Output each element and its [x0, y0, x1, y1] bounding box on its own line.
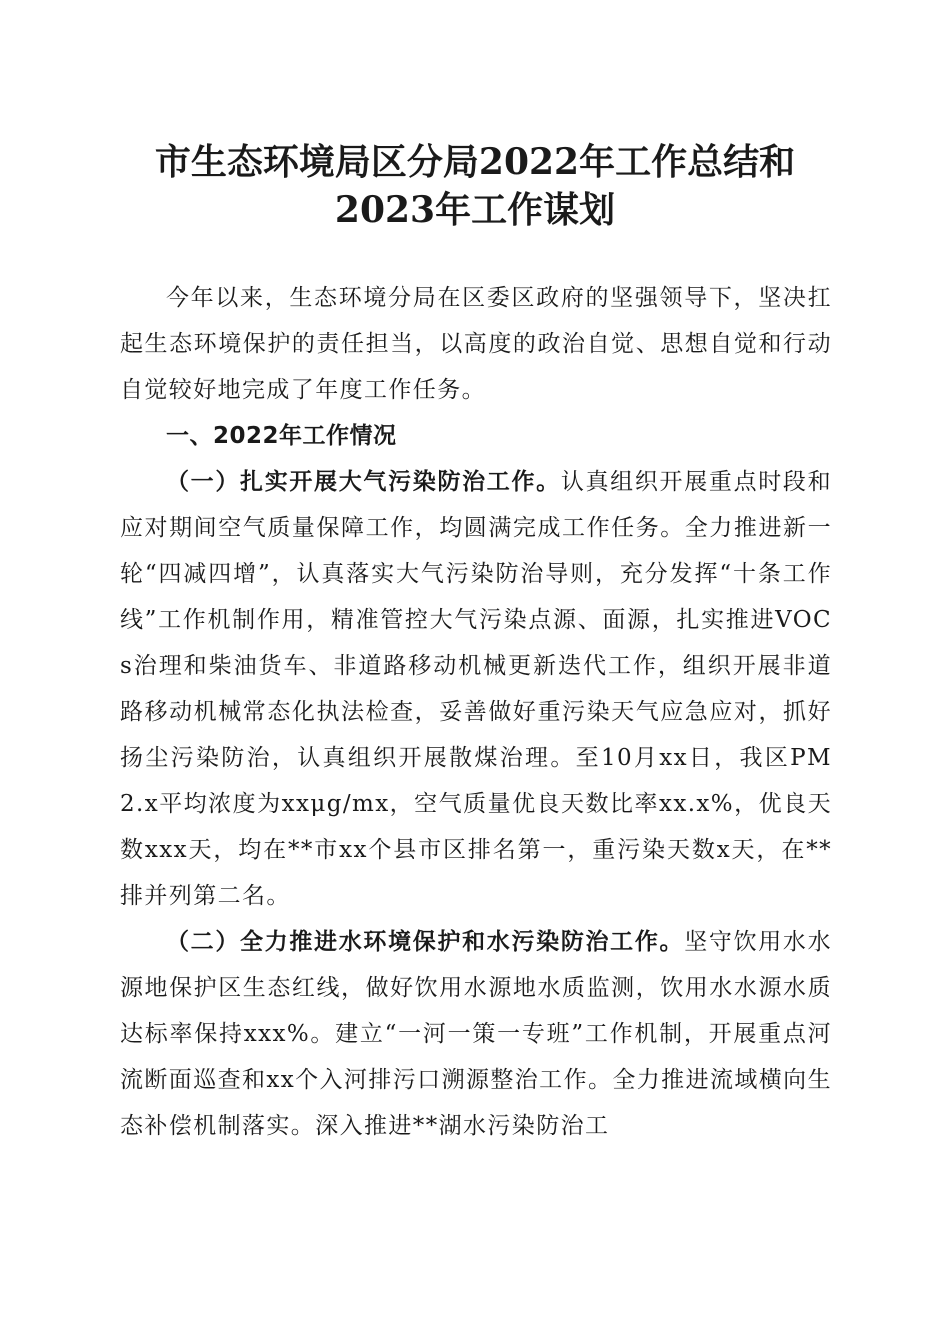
section-item-2: [120, 919, 832, 1149]
intro-paragraph: 今年以来，生态环境分局在区委区政府的坚强领导下，坚决扛起生态环境保护的责任担当，以高度的政治自觉、思想自觉和行动自觉较好地完成了年度工作任务。: [120, 285, 832, 403]
section-item-2-lead: （二）全力推进水环境保护和水污染防治工作。: [166, 929, 685, 955]
section-item-1-text: 认真组织开展重点时段和应对期间空气质量保障工作，均圆满完成工作任务。全力推进新一轮“四减四增”，认真落实大气污染防治导则，充分发挥“十条工作线”工作机制作用，精准管控大气污染点源、面源，扎实推进VOCs治理和柴油货车、非道路移动机械更新迭代工作，组织开展非道路移动机械常态化执法检查，妥善做好重污染天气应急应对，抓好扬尘污染防治，认真组织开展散煤治理。至10月xx日，我区PM2.x平均浓度为xxμg/mx，空气质量优良天数比率xx.x%，优良天数xxx天，均在**市xx个县市区排名第一，重污染天数x天，在**排并列第二名。: [120, 469, 832, 909]
section-item-1: [120, 459, 832, 919]
document-body: [120, 275, 832, 1149]
section-heading: 一、2022年工作情况: [166, 423, 397, 449]
section-item-2-text: 坚守饮用水水源地保护区生态红线，做好饮用水源地水质监测，饮用水水源水质达标率保持xxx%。建立“一河一策一专班”工作机制，开展重点河流断面巡查和xx个入河排污口溯源整治工作。全力推进流域横向生态补偿机制落实。深入推进**湖水污染防治工: [120, 929, 833, 1139]
document-title: 市生态环境局区分局2022年工作总结和2023年工作谋划: [154, 141, 796, 231]
section-item-1-lead: （一）扎实开展大气污染防治工作。: [166, 469, 561, 495]
